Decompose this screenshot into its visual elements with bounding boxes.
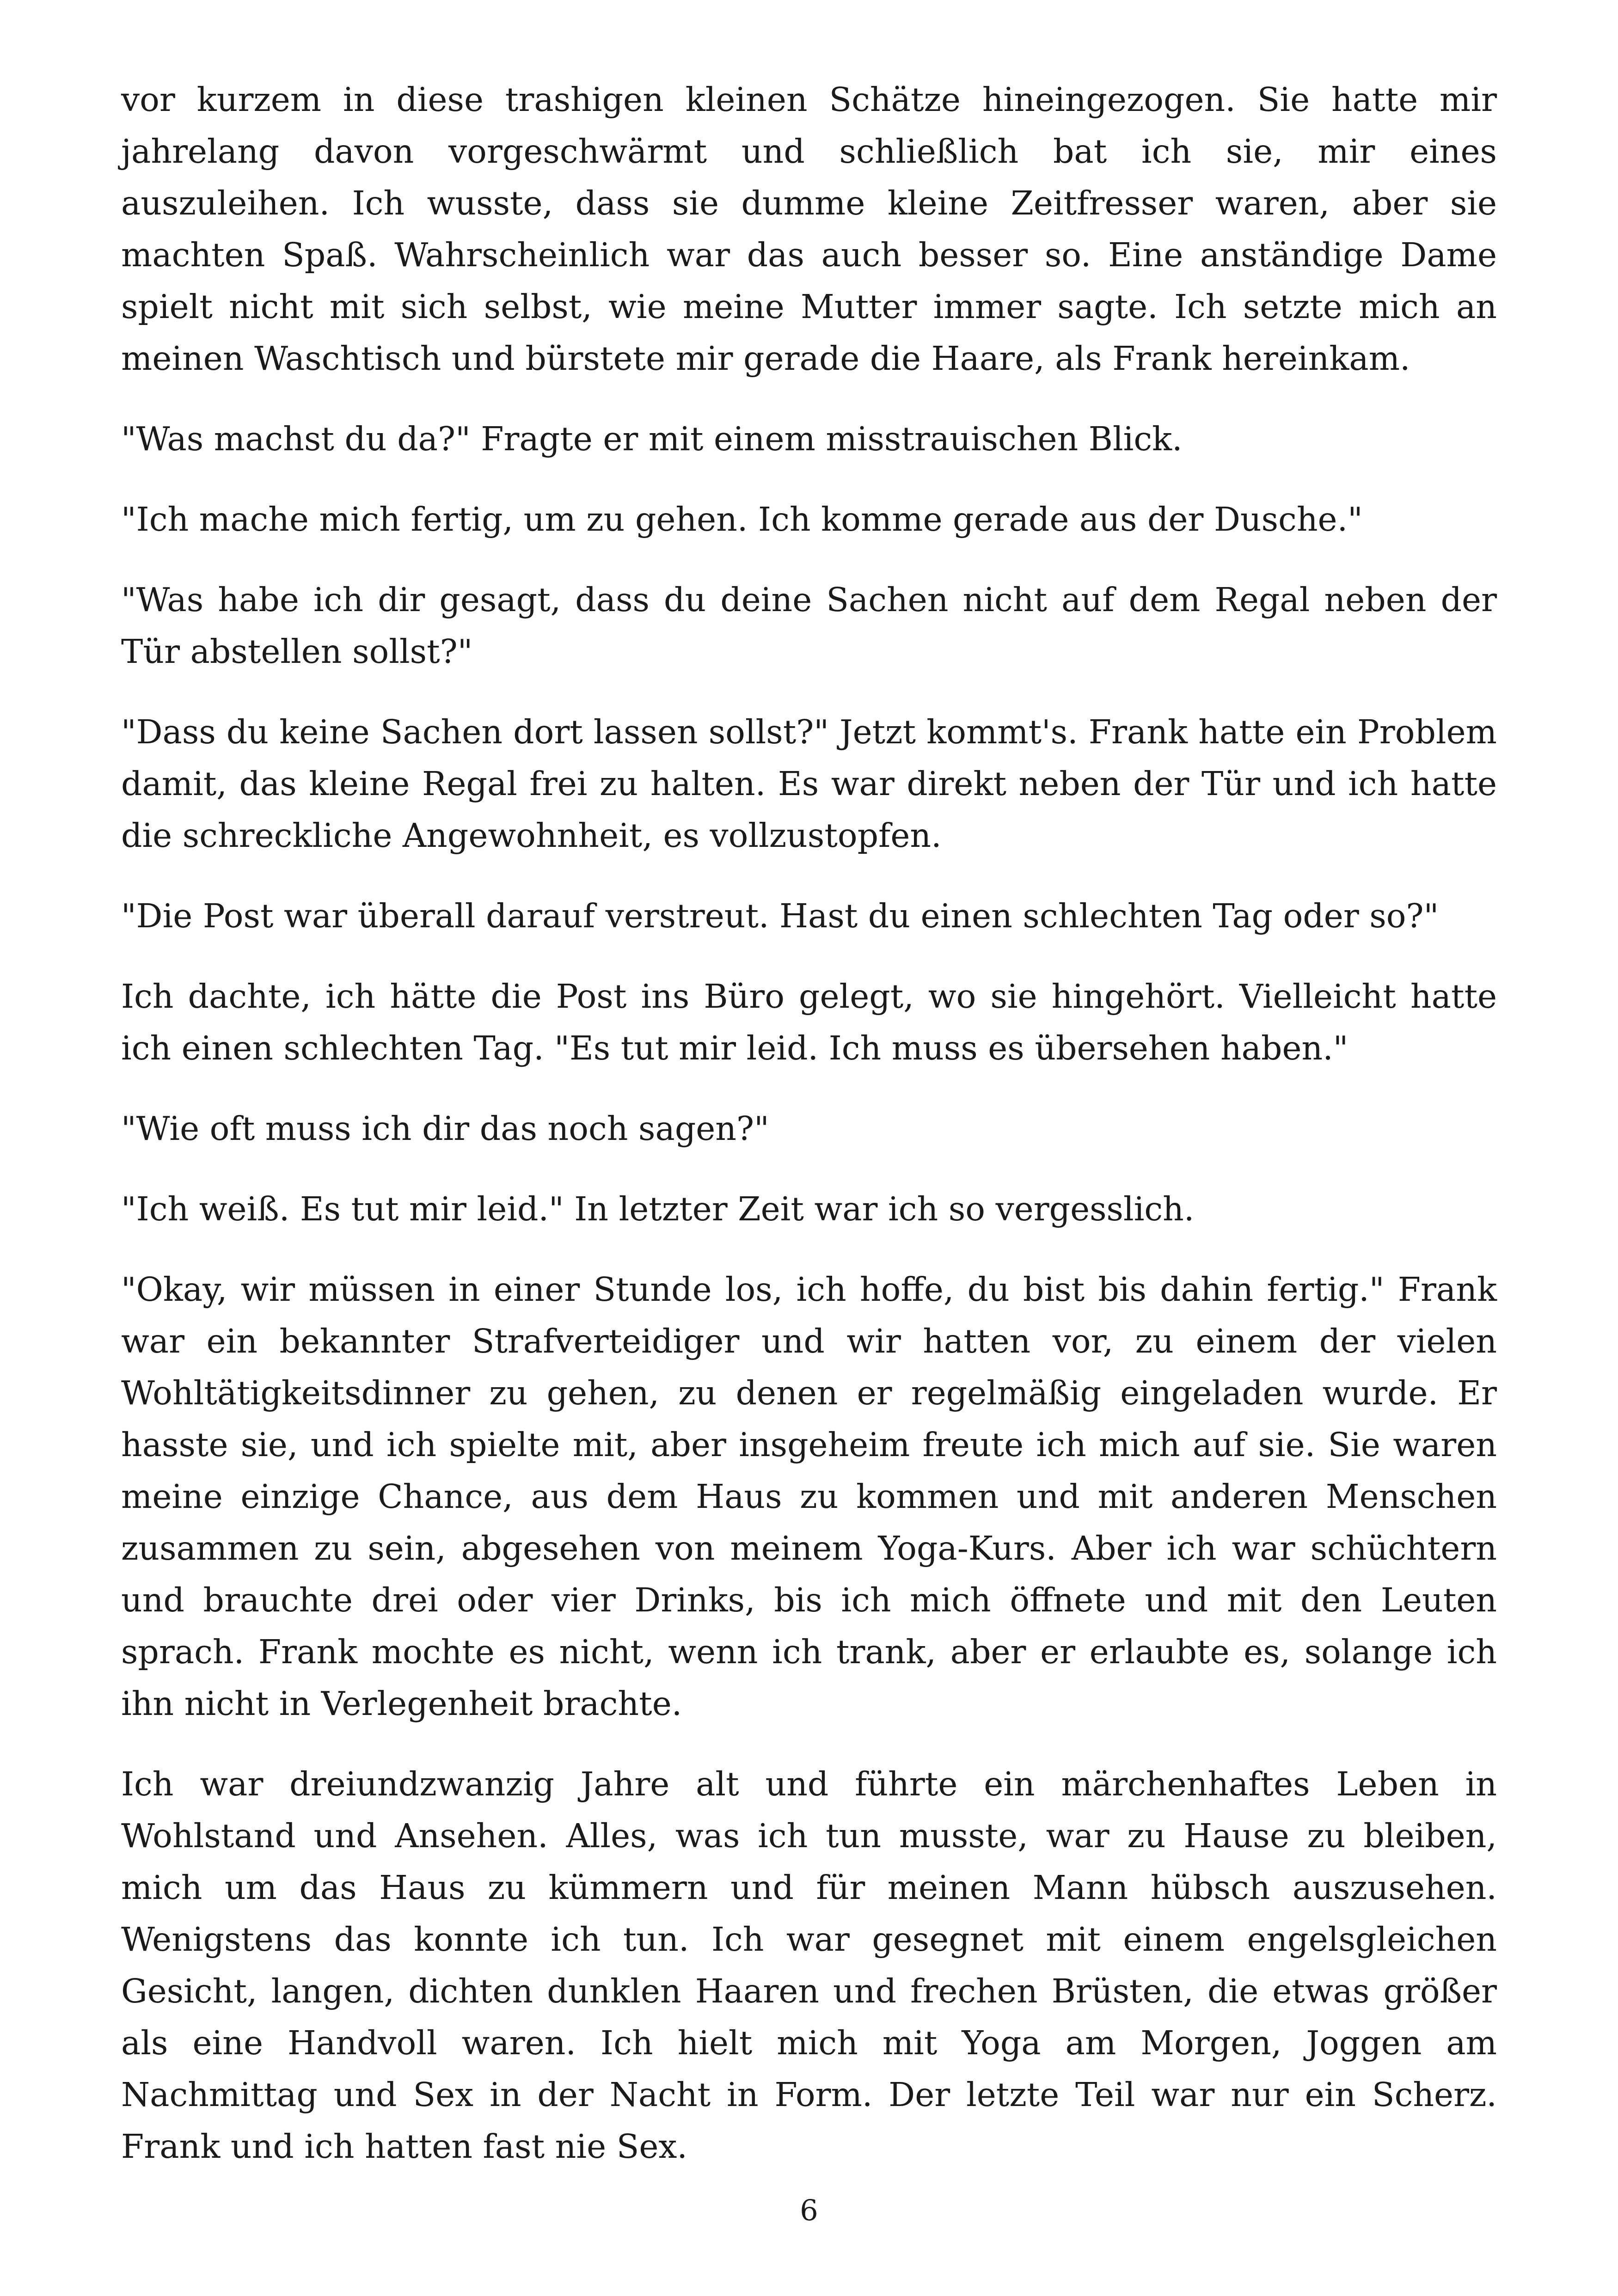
paragraph: vor kurzem in diese trashigen kleinen Schätze hineingezogen. Sie hatte mir jahrelang davon vorgeschwärmt und schließlich bat ich sie, mir eines auszuleihen. Ich wusste, dass sie dumme kleine Zeitfresser waren, aber sie machten Spaß. Wahrscheinlich war das auch besser so. Eine anständige Dame spielt nicht mit sich selbst, wie meine Mutter immer sagte. Ich setzte mich an meinen Waschtisch und bürstete mir gerade die Haare, als Frank hereinkam. <box>121 80 1497 378</box>
body-text <box>121 74 1497 2201</box>
paragraph: Ich war dreiundzwanzig Jahre alt und führte ein märchenhaftes Leben in Wohlstand und Ansehen. Alles, was ich tun musste, war zu Hause zu bleiben, mich um das Haus zu kümmern und für meinen Mann hübsch auszusehen. Wenigstens das konnte ich tun. Ich war gesegnet mit einem engelsgleichen Gesicht, langen, dichten dunklen Haaren und frechen Brüsten, die etwas größer als eine Handvoll waren. Ich hielt mich mit Yoga am Morgen, Joggen am Nachmittag und Sex in der Nacht in Form. Der letzte Teil war nur ein Scherz. Frank und ich hatten fast nie Sex. <box>121 1765 1497 2166</box>
paragraph: "Okay, wir müssen in einer Stunde los, ich hoffe, du bist bis dahin fertig." Frank war ein bekannter Strafverteidiger und wir hatten vor, zu einem der vielen Wohltätigkeitsdinner zu gehen, zu denen er regelmäßig eingeladen wurde. Er hasste sie, und ich spielte mit, aber insgeheim freute ich mich auf sie. Sie waren meine einzige Chance, aus dem Haus zu kommen und mit anderen Menschen zusammen zu sein, abgesehen von meinem Yoga-Kurs. Aber ich war schüchtern und brauchte drei oder vier Drinks, bis ich mich öffnete und mit den Leuten sprach. Frank mochte es nicht, wenn ich trank, aber er erlaubte es, solange ich ihn nicht in Verlegenheit brachte. <box>121 1270 1497 1723</box>
page-number: 6 <box>800 2193 818 2227</box>
paragraph: "Was machst du da?" Fragte er mit einem misstrauischen Blick. <box>121 420 1183 458</box>
paragraph: "Wie oft muss ich dir das noch sagen?" <box>121 1109 769 1148</box>
paragraph: "Dass du keine Sachen dort lassen sollst?" Jetzt kommt's. Frank hatte ein Problem damit, das kleine Regal frei zu halten. Es war direkt neben der Tür und ich hatte die schreckliche Angewohnheit, es vollzustopfen. <box>121 713 1497 855</box>
paragraph: "Ich mache mich fertig, um zu gehen. Ich komme gerade aus der Dusche." <box>121 500 1363 539</box>
paragraph: Ich dachte, ich hätte die Post ins Büro gelegt, wo sie hingehört. Vielleicht hatte ich einen schlechten Tag. "Es tut mir leid. Ich muss es übersehen haben." <box>121 977 1497 1067</box>
paragraph: "Ich weiß. Es tut mir leid." In letzter Zeit war ich so vergesslich. <box>121 1190 1195 1228</box>
paragraph: "Die Post war überall darauf verstreut. Hast du einen schlechten Tag oder so?" <box>121 897 1439 935</box>
paragraph: "Was habe ich dir gesagt, dass du deine Sachen nicht auf dem Regal neben der Tür abstellen sollst?" <box>121 581 1497 671</box>
